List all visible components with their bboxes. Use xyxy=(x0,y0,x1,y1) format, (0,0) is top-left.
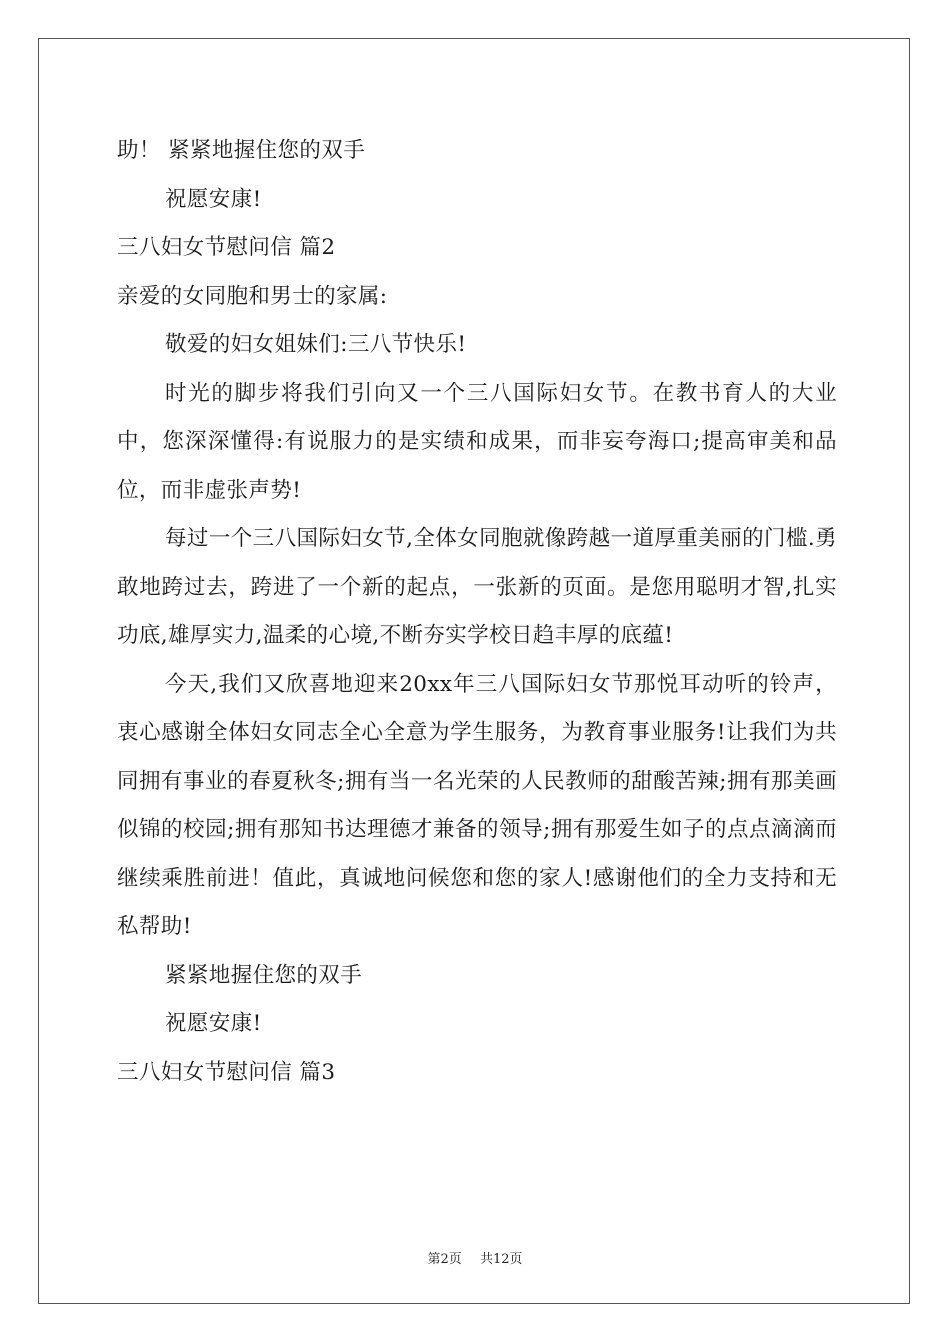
section-heading: 三八妇女节慰问信 篇2 xyxy=(117,235,336,260)
paragraph: 时光的脚步将我们引向又一个三八国际妇女节。在教书育人的大业中，您深深懂得:有说服力的是实绩和成果，而非妄夸海口;提高审美和品位，而非虚张声势! xyxy=(117,380,837,503)
blessing-line: 祝愿安康! xyxy=(165,186,262,212)
closing-line: 紧紧地握住您的双手 xyxy=(165,962,363,988)
page-number: 第2页 xyxy=(427,1252,462,1267)
document-body xyxy=(117,127,837,1097)
paragraph: 每过一个三八国际妇女节,全体女同胞就像跨越一道厚重美丽的门槛.勇敢地跨过去，跨进了一个新的起点，一张新的页面。是您用聪明才智,扎实功底,雄厚实力,温柔的心境,不断夯实学校日趋丰厚的底蕴! xyxy=(117,526,837,648)
page-total: 共12页 xyxy=(479,1252,523,1267)
paragraph: 今天,我们又欣喜地迎来20xx年三八国际妇女节那悦耳动听的铃声，衷心感谢全体妇女同志全心全意为学生服务，为教育事业服务!让我们为共同拥有事业的春夏秋冬;拥有当一名光荣的人民教师的甜酸苦辣;拥有那美画似锦的校园;拥有那知书达理德才兼备的领导;拥有那爱生如子的点点滴滴而继续乘胜前进！值此，真诚地问候您和您的家人!感谢他们的全力支持和无私帮助! xyxy=(117,671,837,939)
closing-line: 助！ 紧紧地握住您的双手 xyxy=(117,138,366,163)
salutation: 亲爱的女同胞和男士的家属: xyxy=(117,283,388,309)
greeting-line: 敬爱的妇女姐妹们:三八节快乐! xyxy=(165,332,467,357)
page-footer xyxy=(0,1248,950,1267)
section-heading: 三八妇女节慰问信 篇3 xyxy=(117,1059,336,1085)
blessing-line: 祝愿安康! xyxy=(165,1011,262,1036)
